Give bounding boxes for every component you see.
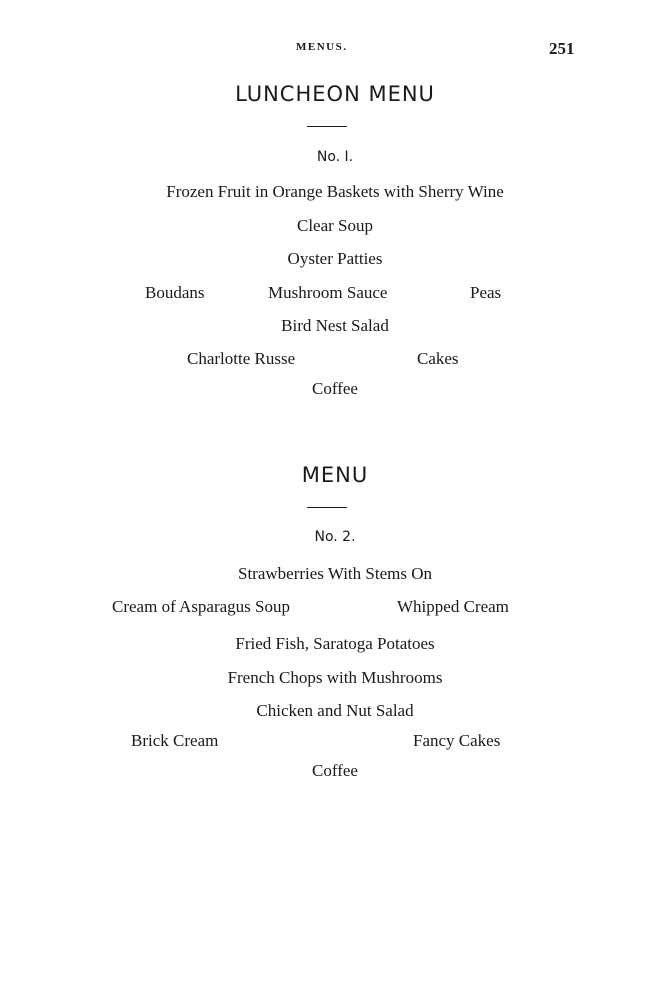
menu1-item-salad: Bird Nest Salad <box>281 316 389 335</box>
menu1-item-boudans: Boudans <box>145 283 205 302</box>
menu2-title-rule <box>307 507 347 508</box>
menu1-number: No. I. <box>316 149 354 165</box>
menu1-item-sauce: Mushroom Sauce <box>268 283 388 302</box>
menu2-item-whipped: Whipped Cream <box>397 597 509 616</box>
menu1-item-charlotte: Charlotte Russe <box>187 349 296 368</box>
menu1-item-peas: Peas <box>470 283 502 302</box>
menu2-item-fancy: Fancy Cakes <box>413 731 501 750</box>
menu1-item-cakes: Cakes <box>417 349 459 368</box>
menu2-item-brick: Brick Cream <box>131 731 219 750</box>
page-number: 251 <box>549 39 575 58</box>
menu2-title: MENU <box>301 463 369 487</box>
menu2-item-soup: Cream of Asparagus Soup <box>112 597 291 616</box>
menu1-item-coffee: Coffee <box>312 379 358 398</box>
menu2-item-strawberries: Strawberries With Stems On <box>237 564 432 583</box>
menu1-title-rule <box>307 126 347 127</box>
menu2-number: No. 2. <box>314 529 356 545</box>
menu1-item-starter: Frozen Fruit in Orange Baskets with Sherry Wine <box>166 182 504 201</box>
running-header: MENUS. <box>296 41 348 53</box>
menu1-item-patties: Oyster Patties <box>287 249 383 268</box>
menu2-item-fish: Fried Fish, Saratoga Potatoes <box>235 634 435 653</box>
menu1-title: LUNCHEON MENU <box>235 82 435 106</box>
menu1-item-soup: Clear Soup <box>296 216 374 235</box>
menu2-item-coffee: Coffee <box>312 761 358 780</box>
menu2-item-salad: Chicken and Nut Salad <box>256 701 414 720</box>
menu2-item-chops: French Chops with Mushrooms <box>227 668 443 687</box>
